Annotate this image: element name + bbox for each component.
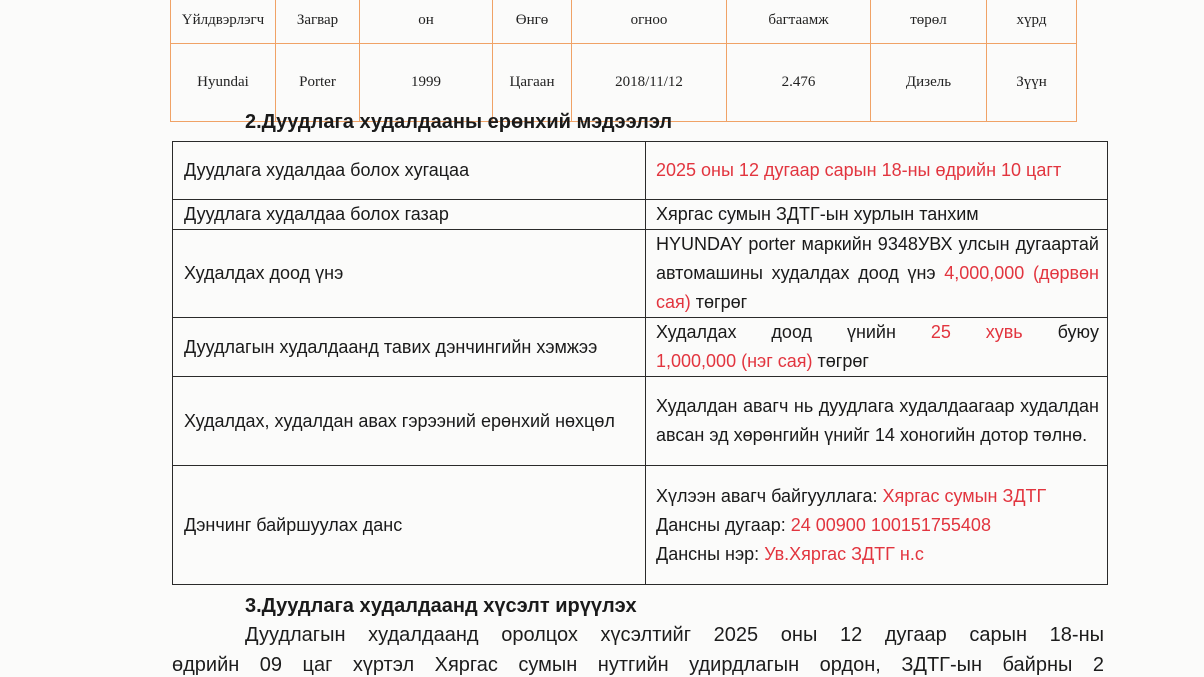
auction-time-value: 2025 оны 12 дугаар сарын 18-ны өдрийн 10 цагт [656, 160, 1062, 180]
header-cell-color: Өнгө [493, 0, 572, 44]
header-cell-model: Загвар [276, 0, 360, 44]
cell-capacity: 2.476 [727, 44, 871, 122]
auction-info-table [172, 141, 1108, 585]
deposit-line-1 [656, 318, 1099, 347]
info-label-min-price: Худалдах доод үнэ [173, 230, 646, 318]
info-value-deposit [646, 318, 1108, 377]
header-cell-steering: хүрд [987, 0, 1077, 44]
header-cell-manufacturer: Үйлдвэрлэгч [171, 0, 276, 44]
account-name-label: Дансны нэр: [656, 543, 760, 564]
deposit-percent: 25 хувь [930, 322, 1023, 342]
receiver-line [656, 482, 1099, 511]
section-3-heading: 3.Дуудлага худалдаанд хүсэлт ирүүлэх [245, 595, 637, 617]
min-price-description: HYUNDAY porter маркийн 9348УВХ улсын дугаартай автомашины худалдах доод үнэ [656, 234, 1099, 283]
info-value-place: Хяргас сумын ЗДТГ-ын хурлын танхим [646, 200, 1108, 230]
info-row-deposit [173, 318, 1108, 377]
info-row-contract [173, 377, 1108, 466]
deposit-amount: 1,000,000 (нэг сая) [656, 351, 813, 371]
min-price-currency: төгрөг [695, 292, 748, 312]
min-price-amount: 4,000,000 (дөрвөн сая) [656, 263, 1099, 312]
info-value-min-price [646, 230, 1108, 318]
receiver-label: Хүлээн авагч байгууллага: [656, 485, 878, 506]
info-row-time [173, 142, 1108, 200]
cell-model: Porter [276, 44, 360, 122]
account-number-value: 24 00900 100151755408 [790, 514, 991, 535]
vehicle-table-row [171, 44, 1077, 122]
account-name-line [656, 540, 1099, 569]
vehicle-table-header-row [171, 0, 1077, 44]
header-cell-fuel-type: төрөл [871, 0, 987, 44]
info-label-place: Дуудлага худалдаа болох газар [173, 200, 646, 230]
section-2-heading: 2.Дуудлага худалдааны ерөнхий мэдээлэл [245, 111, 673, 133]
vehicle-table [170, 0, 1077, 122]
info-label-deposit: Дуудлагын худалдаанд тавих дэнчингийн хэмжээ [173, 318, 646, 377]
header-cell-year: он [360, 0, 493, 44]
receiver-value: Хяргас сумын ЗДТГ [882, 485, 1047, 506]
deposit-currency: төгрөг [817, 351, 869, 371]
section-3-paragraph-line-2: өдрийн 09 цаг хүртэл Хяргас сумын нутгийн удирдлагын ордон, ЗДТГ-ын байрны 2 [172, 654, 1104, 676]
header-cell-capacity: багтаамж [727, 0, 871, 44]
cell-fuel-type: Дизель [871, 44, 987, 122]
info-value-account [646, 466, 1108, 585]
info-label-account: Дэнчинг байршуулах данс [173, 466, 646, 585]
info-label-time: Дуудлага худалдаа болох хугацаа [173, 142, 646, 200]
deposit-line-2 [656, 347, 1099, 376]
info-value-time [646, 142, 1108, 200]
info-value-contract: Худалдан авагч нь дуудлага худалдаагаар худалдан авсан эд хөрөнгийн үнийг 14 хоногийн дотор төлнө. [646, 377, 1108, 466]
account-number-label: Дансны дугаар: [656, 514, 786, 535]
cell-date: 2018/11/12 [572, 44, 727, 122]
info-row-account [173, 466, 1108, 585]
cell-manufacturer: Hyundai [171, 44, 276, 122]
deposit-or: буюу [1057, 322, 1099, 342]
header-cell-date: огноо [572, 0, 727, 44]
info-row-place [173, 200, 1108, 230]
cell-color: Цагаан [493, 44, 572, 122]
cell-year: 1999 [360, 44, 493, 122]
section-3-paragraph-line-1: Дуудлагын худалдаанд оролцох хүсэлтийг 2025 оны 12 дугаар сарын 18-ны [245, 624, 1104, 646]
info-label-contract: Худалдах, худалдан авах гэрээний ерөнхий нөхцөл [173, 377, 646, 466]
account-name-value: Ув.Хяргас ЗДТГ н.с [764, 543, 924, 564]
account-number-line [656, 511, 1099, 540]
deposit-prefix: Худалдах доод үнийн [656, 322, 896, 342]
info-row-min-price [173, 230, 1108, 318]
cell-steering: Зүүн [987, 44, 1077, 122]
